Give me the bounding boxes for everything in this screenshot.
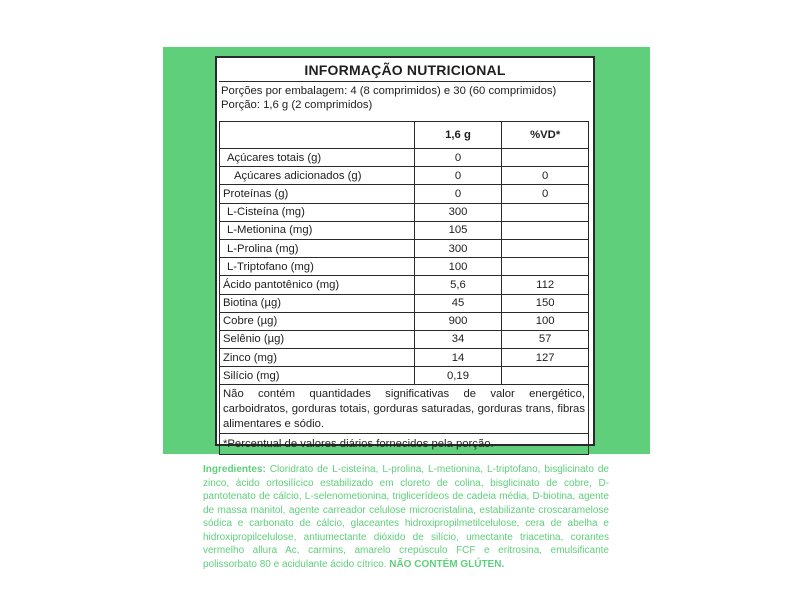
ingredients-paragraph bbox=[203, 463, 609, 571]
nutrient-amount: 34 bbox=[414, 330, 502, 348]
nutrient-name: Zinco (mg) bbox=[220, 349, 415, 367]
nutrient-name: Silício (mg) bbox=[220, 367, 415, 385]
table-row bbox=[220, 203, 589, 221]
label-title: INFORMAÇÃO NUTRICIONAL bbox=[304, 62, 506, 78]
header-daily-value: %VD* bbox=[502, 122, 589, 149]
table-row bbox=[220, 330, 589, 348]
nutrient-amount: 45 bbox=[414, 294, 502, 312]
nutrient-daily-value bbox=[502, 239, 589, 257]
nutrient-name: Selênio (µg) bbox=[220, 330, 415, 348]
nutrient-daily-value: 0 bbox=[502, 167, 589, 185]
nutrient-amount: 300 bbox=[414, 239, 502, 257]
nutrient-daily-value: 127 bbox=[502, 349, 589, 367]
nutrient-name: Proteínas (g) bbox=[220, 185, 415, 203]
nutrient-name: L-Prolina (mg) bbox=[220, 239, 415, 257]
nutrient-name: L-Metionina (mg) bbox=[220, 221, 415, 239]
nutrient-amount: 300 bbox=[414, 203, 502, 221]
disclaimer-row bbox=[220, 385, 589, 434]
nutrient-amount: 14 bbox=[414, 349, 502, 367]
header-nutrient bbox=[220, 122, 415, 149]
disclaimer-text: Não contém quantidades significativas de valor energético, carboidratos, gorduras totais, gorduras saturadas, gorduras trans, fibras alimentares e sódio. bbox=[220, 385, 589, 434]
nutrient-amount: 0 bbox=[414, 149, 502, 167]
table-row bbox=[220, 239, 589, 257]
nutrient-amount: 0 bbox=[414, 167, 502, 185]
nutrient-daily-value bbox=[502, 149, 589, 167]
footnote-row bbox=[220, 434, 589, 455]
nutrient-name: Biotina (µg) bbox=[220, 294, 415, 312]
table-row bbox=[220, 294, 589, 312]
nutrient-daily-value bbox=[502, 258, 589, 276]
nutrient-amount: 5,6 bbox=[414, 276, 502, 294]
gluten-free-notice: NÃO CONTÉM GLÚTEN. bbox=[389, 558, 505, 570]
nutrient-name: Açúcares adicionados (g) bbox=[220, 167, 415, 185]
nutrient-name: Açúcares totais (g) bbox=[220, 149, 415, 167]
nutrition-table bbox=[219, 121, 589, 455]
nutrient-daily-value: 100 bbox=[502, 312, 589, 330]
nutrient-daily-value bbox=[502, 203, 589, 221]
nutrient-daily-value bbox=[502, 221, 589, 239]
nutrient-amount: 100 bbox=[414, 258, 502, 276]
table-row bbox=[220, 149, 589, 167]
ingredients-list: Cloridrato de L-cisteína, L-prolina, L-metionina, L-triptofano, bisglicinato de zinco, ácido ortosilícico estabilizado em cloreto de colina, bisglicinato de cobre, D-pantotenato de cálcio, L-selenometionina, triglicerídeos de cadeia média, D-biotina, agente de massa manitol, agente carreador celulose microcristalina, estabilizante croscaramelose sódica e carbonato de cálcio, glaceantes hidroxipropilmetilcelulose, cera de abelha e hidroxipropilcelulose, antiumectante dióxido de silício, umectante triacetina, corantes vermelho allura Ac, carmins, amarelo crepúsculo FCF e eritrosina, emulsificante polissorbato 80 e acidulante ácido cítrico. bbox=[203, 464, 609, 570]
footnote-text: *Percentual de valores diários fornecidos pela porção. bbox=[220, 434, 589, 455]
table-row bbox=[220, 367, 589, 385]
table-row bbox=[220, 312, 589, 330]
table-row bbox=[220, 185, 589, 203]
nutrient-amount: 105 bbox=[414, 221, 502, 239]
nutrient-amount: 0,19 bbox=[414, 367, 502, 385]
nutrient-name: Ácido pantotênico (mg) bbox=[220, 276, 415, 294]
table-row bbox=[220, 276, 589, 294]
nutrient-name: L-Cisteína (mg) bbox=[220, 203, 415, 221]
nutrient-daily-value: 150 bbox=[502, 294, 589, 312]
servings-per-package: Porções por embalagem: 4 (8 comprimidos) e 30 (60 comprimidos) bbox=[221, 85, 557, 97]
nutrition-facts-label bbox=[215, 56, 595, 451]
nutrient-daily-value: 0 bbox=[502, 185, 589, 203]
table-row bbox=[220, 167, 589, 185]
nutrient-daily-value bbox=[502, 367, 589, 385]
nutrition-rows bbox=[220, 149, 589, 385]
table-row bbox=[220, 258, 589, 276]
nutrient-amount: 0 bbox=[414, 185, 502, 203]
table-header-row bbox=[220, 122, 589, 149]
nutrient-daily-value: 57 bbox=[502, 330, 589, 348]
nutrient-name: L-Triptofano (mg) bbox=[220, 258, 415, 276]
ingredients-heading: Ingredientes: bbox=[203, 464, 266, 475]
title-divider bbox=[219, 81, 591, 82]
serving-size: Porção: 1,6 g (2 comprimidos) bbox=[221, 99, 373, 111]
nutrient-daily-value: 112 bbox=[502, 276, 589, 294]
header-amount: 1,6 g bbox=[414, 122, 502, 149]
nutrient-name: Cobre (µg) bbox=[220, 312, 415, 330]
nutrient-amount: 900 bbox=[414, 312, 502, 330]
table-row bbox=[220, 221, 589, 239]
table-row bbox=[220, 349, 589, 367]
